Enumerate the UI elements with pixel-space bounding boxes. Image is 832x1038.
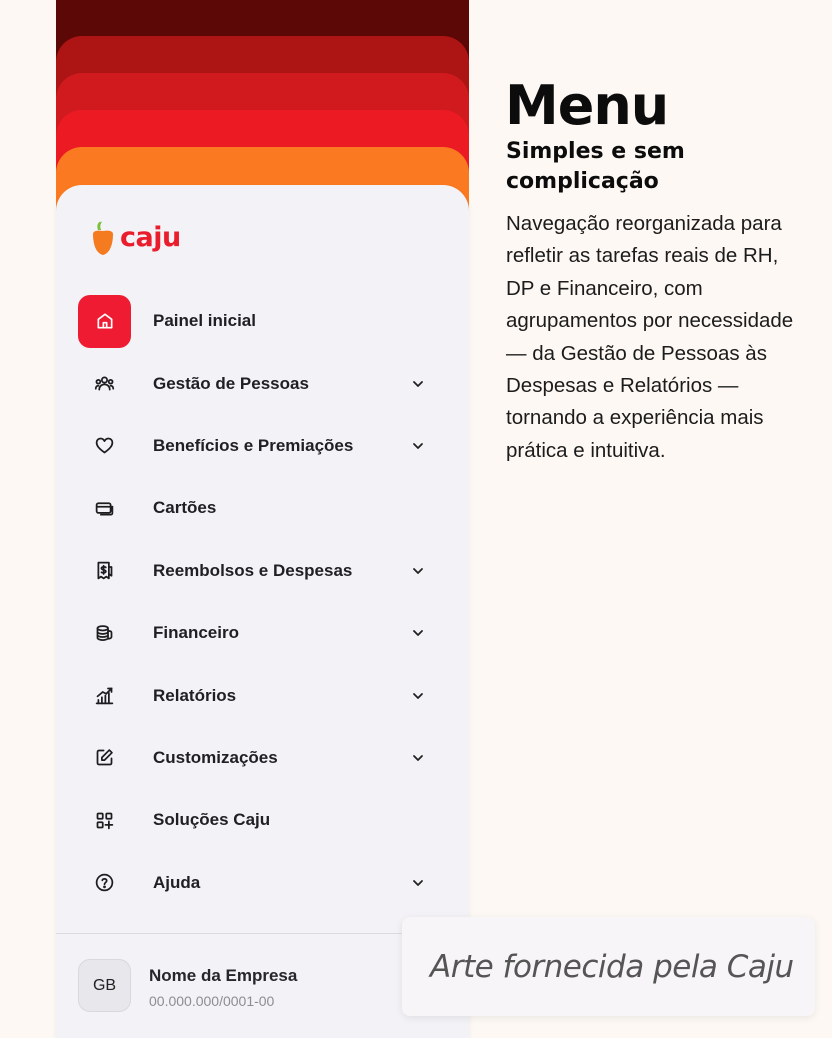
help-icon	[78, 856, 131, 909]
coins-icon	[78, 607, 131, 660]
chevron-down-icon[interactable]	[412, 440, 424, 452]
nav-item-ajuda[interactable]	[78, 852, 448, 914]
chevron-down-icon[interactable]	[412, 877, 424, 889]
company-avatar[interactable]: GB	[78, 959, 131, 1012]
chevron-down-icon[interactable]	[412, 565, 424, 577]
nav-label: Ajuda	[153, 872, 201, 892]
company-cnpj: 00.000.000/0001-00	[149, 993, 275, 1009]
nav-label: Gestão de Pessoas	[153, 373, 309, 393]
nav-item-financeiro[interactable]	[78, 602, 448, 664]
nav-label: Customizações	[153, 747, 278, 767]
nav-item-gestao-de-pessoas[interactable]	[78, 352, 448, 414]
page-description: Navegação reorganizada para refletir as tarefas reais de RH, DP e Financeiro, com agrupamentos por necessidade — da Gestão de Pessoas às Despesas e Relatórios — tornando a experiência mais prática e intuitiva.	[506, 212, 794, 462]
page-title: Menu	[505, 74, 669, 137]
nav-item-painel-inicial[interactable]	[78, 290, 448, 352]
side-menu-panel	[56, 185, 469, 1038]
chevron-down-icon[interactable]	[412, 690, 424, 702]
nav-item-customizacoes[interactable]	[78, 727, 448, 789]
nav-item-relatorios[interactable]	[78, 664, 448, 726]
credit-card	[402, 917, 815, 1016]
chevron-down-icon[interactable]	[412, 378, 424, 390]
nav-item-reembolsos[interactable]	[78, 540, 448, 602]
nav-label: Financeiro	[153, 623, 239, 643]
apps-icon	[78, 794, 131, 847]
nav-item-cartoes[interactable]	[78, 477, 448, 539]
cards-icon	[78, 482, 131, 535]
receipt-icon	[78, 544, 131, 597]
nav-label: Benefícios e Premiações	[153, 435, 354, 455]
chevron-down-icon[interactable]	[412, 752, 424, 764]
heart-icon	[78, 419, 131, 472]
company-name: Nome da Empresa	[149, 966, 298, 985]
people-icon	[78, 357, 131, 410]
credit-text: Arte fornecida pela Caju	[430, 948, 794, 985]
nav-label: Soluções Caju	[153, 810, 271, 830]
caju-logo[interactable]	[90, 219, 181, 259]
edit-icon	[78, 731, 131, 784]
page-subtitle: Simples e sem complicação	[506, 139, 685, 194]
nav-label: Cartões	[153, 498, 217, 518]
nav-label: Painel inicial	[153, 311, 256, 331]
nav-item-solucoes-caju[interactable]	[78, 789, 448, 851]
home-icon	[78, 295, 131, 348]
nav-label: Relatórios	[153, 685, 237, 705]
cashew-icon	[90, 220, 116, 258]
chevron-down-icon[interactable]	[412, 627, 424, 639]
chart-icon	[78, 669, 131, 722]
main-navigation	[78, 290, 448, 914]
nav-item-beneficios[interactable]	[78, 415, 448, 477]
nav-label: Reembolsos e Despesas	[153, 560, 353, 580]
logo-wordmark: caju	[120, 221, 181, 253]
